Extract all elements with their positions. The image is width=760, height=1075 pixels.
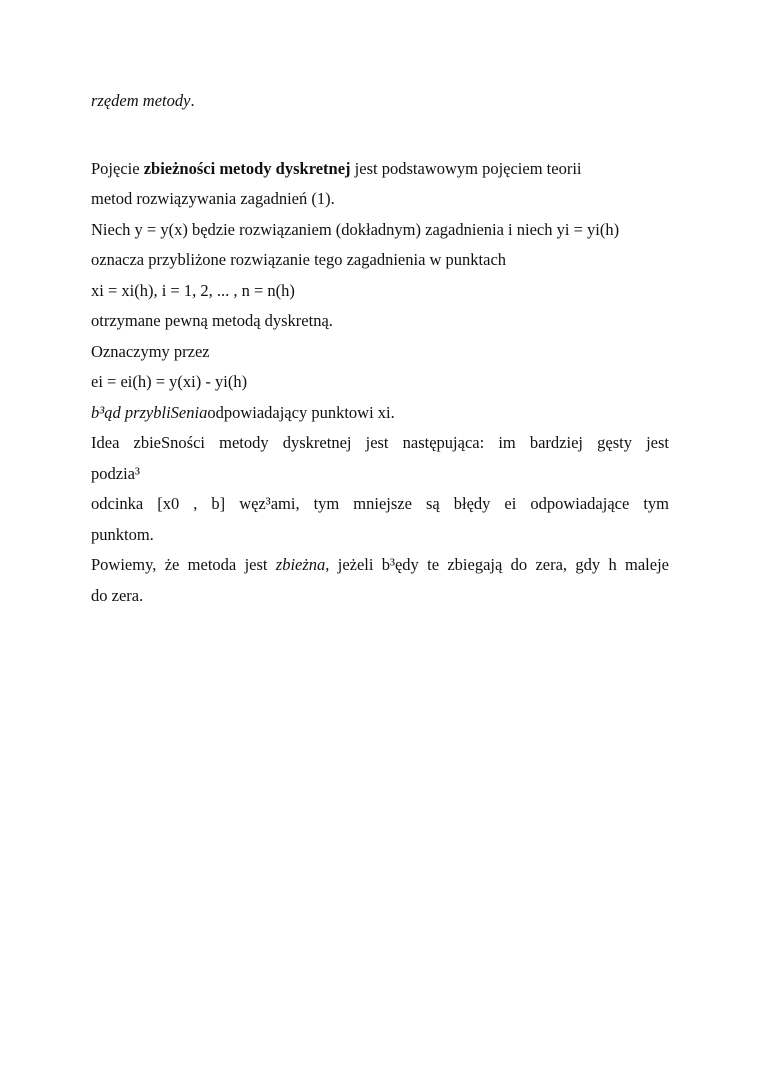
text-line-2: [91, 154, 669, 185]
text-line-11: Idea zbieSności metody dyskretnej jest następująca: im bardziej gęsty jest: [91, 433, 669, 452]
text-line-12: podzia³: [91, 463, 140, 483]
text-line-13: odcinka [x0 , b] węz³ami, tym mniejsze są błędy ei odpowiadające tym: [91, 494, 669, 513]
text-line-10: [91, 398, 669, 429]
text-line-9: ei = ei(h) = y(xi) - yi(h): [91, 372, 248, 391]
italic-term: b³ąd przybliSenia: [91, 402, 208, 422]
text-line-15: [91, 550, 669, 581]
text-line-16: do zera.: [91, 585, 144, 605]
text-line-3: metod rozwiązywania zagadnień (1).: [91, 189, 335, 208]
text-fragment: , jeżeli b³ędy te zbiegają do zera, gdy h maleje: [325, 555, 669, 574]
paragraph-gap: [91, 117, 669, 154]
text-line-1: [91, 86, 669, 117]
text-fragment: Powiemy, że metoda jest: [91, 555, 276, 574]
italic-term: zbieżna: [275, 555, 326, 574]
text-line-4: Niech y = y(x) będzie rozwiązaniem (dokładnym) zagadnienia i niech yi = yi(h): [91, 219, 620, 239]
text-fragment: .: [190, 91, 195, 110]
text-line-7: otrzymane pewną metodą dyskretną.: [91, 311, 333, 330]
text-line-14: punktom.: [91, 524, 154, 544]
text-fragment: Pojęcie: [91, 158, 144, 178]
text-fragment: odpowiadający punktowi xi.: [207, 402, 395, 422]
text-fragment: jest podstawowym pojęciem teorii: [350, 158, 582, 178]
text-line-8: Oznaczymy przez: [91, 341, 210, 361]
italic-term: rzędem metody: [91, 91, 191, 110]
text-line-6: xi = xi(h), i = 1, 2, ... , n = n(h): [91, 280, 295, 300]
bold-term: zbieżności metody dyskretnej: [143, 158, 351, 178]
text-line-5: oznacza przybliżone rozwiązanie tego zagadnienia w punktach: [91, 250, 507, 269]
document-body: [91, 86, 669, 611]
